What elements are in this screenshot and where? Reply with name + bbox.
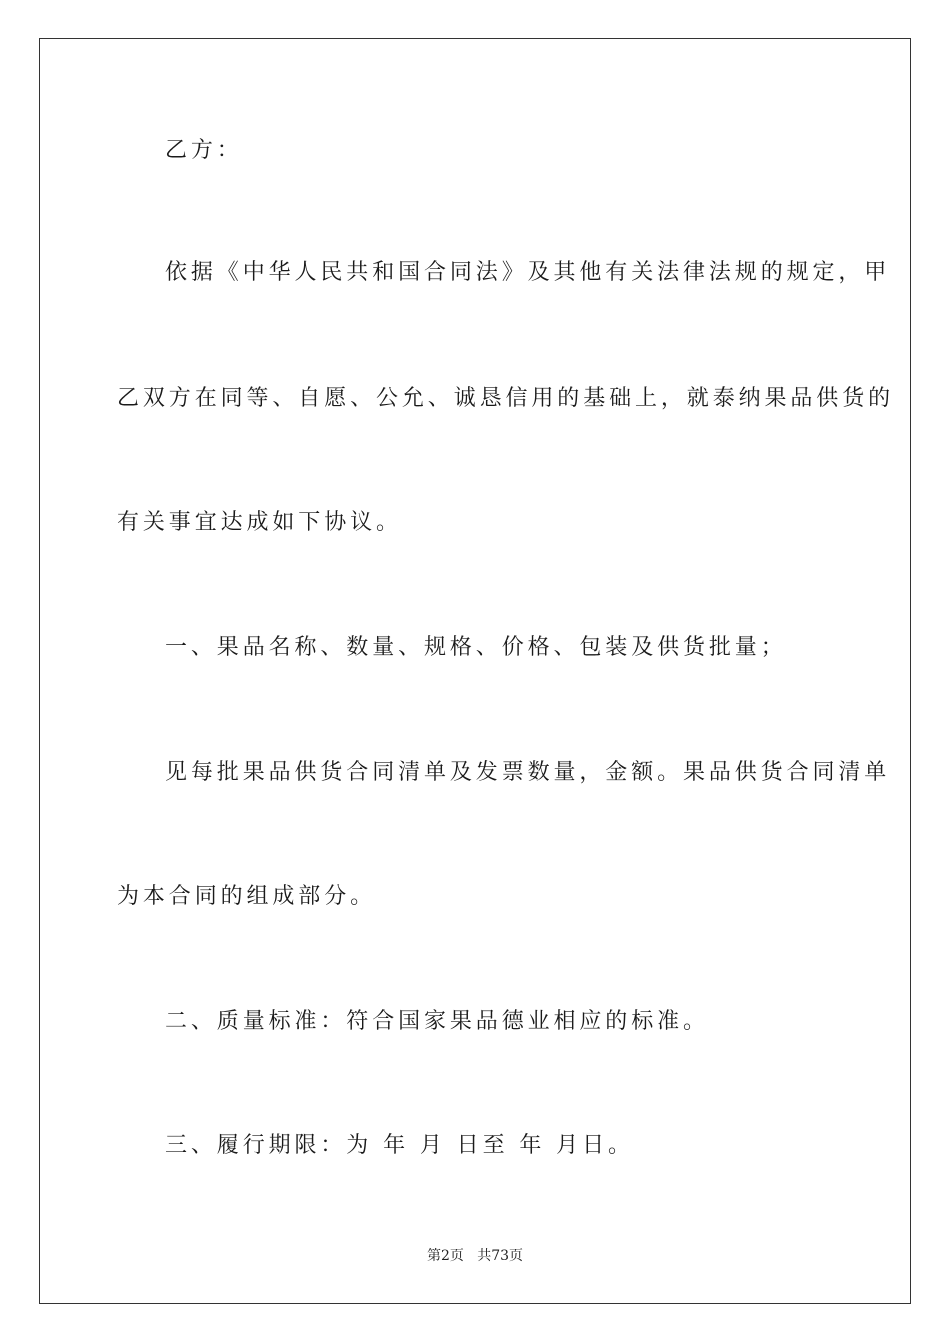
clause-one-line-1: 见每批果品供货合同清单及发票数量，金额。果品供货合同清单 <box>165 760 891 785</box>
paragraph-basis-line-3: 有关事宜达成如下协议。 <box>117 510 402 535</box>
page-border <box>39 38 911 1304</box>
paragraph-basis-line-1: 依据《中华人民共和国合同法》及其他有关法律法规的规定，甲 <box>165 260 891 285</box>
clause-one-line-2: 为本合同的组成部分。 <box>117 884 377 909</box>
clause-three-term: 三、履行期限：为 年 月 日至 年 月日。 <box>165 1133 634 1158</box>
paragraph-party-b: 乙方： <box>165 138 243 163</box>
paragraph-basis-line-2: 乙双方在同等、自愿、公允、诚恳信用的基础上，就泰纳果品供货的 <box>117 386 895 411</box>
clause-one-heading: 一、果品名称、数量、规格、价格、包装及供货批量； <box>165 635 787 660</box>
clause-two-quality: 二、质量标准：符合国家果品德业相应的标准。 <box>165 1009 709 1034</box>
page-number-footer: 第2页 共73页 <box>426 1248 524 1264</box>
